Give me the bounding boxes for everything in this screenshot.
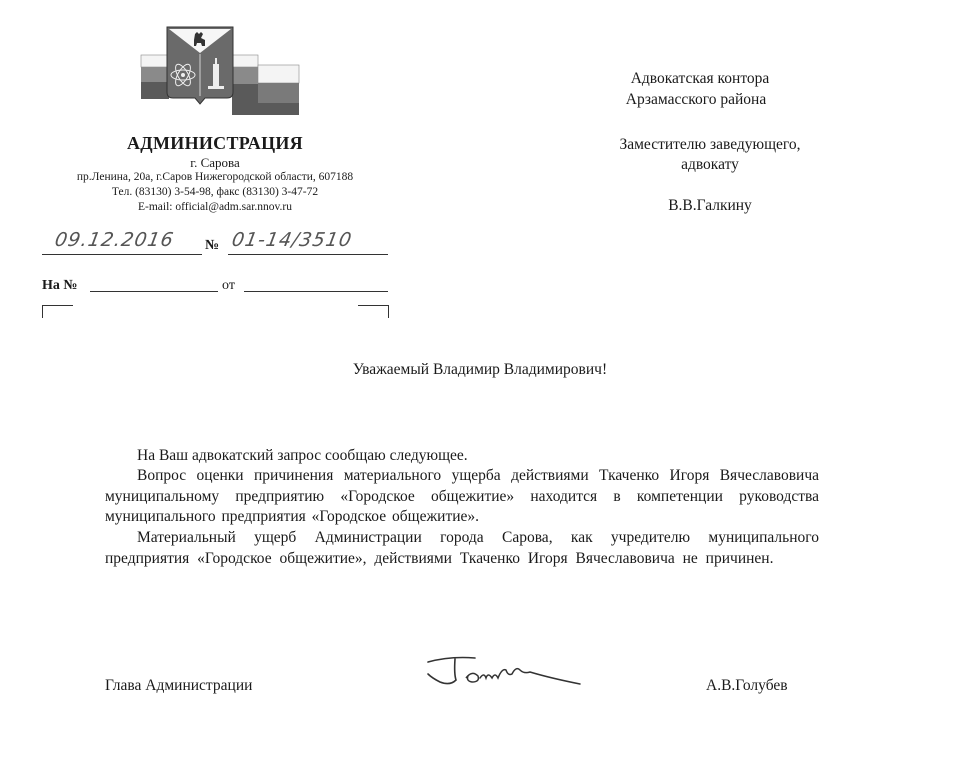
addressee-org-line-2: Арзамасского района — [625, 91, 767, 108]
date-underline — [42, 254, 202, 255]
address-corner-right — [358, 305, 389, 318]
org-city: г. Сарова — [190, 155, 240, 170]
outgoing-date: 09.12.2016 — [53, 229, 176, 251]
handwritten-signature-icon — [420, 648, 600, 698]
addressee-position-line-2: адвокату — [681, 156, 739, 173]
outgoing-number: 01-14/3510 — [230, 229, 354, 251]
reply-to-number-field — [90, 291, 218, 292]
org-address: пр.Ленина, 20а, г.Саров Нижегородской области, 607188 — [76, 171, 354, 183]
from-date-field — [244, 291, 388, 292]
body-paragraph: На Ваш адвокатский запрос сообщаю следующее. — [137, 447, 468, 464]
number-label: № — [205, 238, 220, 253]
reply-to-label: На № — [42, 278, 78, 293]
coat-of-arms-icon — [135, 10, 335, 115]
org-email: E-mail: official@adm.sar.nnov.ru — [138, 201, 292, 213]
addressee-org-line-1: Адвокатская контора — [630, 70, 770, 87]
org-title: АДМИНИСТРАЦИЯ — [127, 133, 303, 153]
signatory-position: Глава Администрации — [105, 677, 253, 694]
signatory-name: А.В.Голубев — [706, 677, 788, 694]
from-label: от — [222, 278, 235, 293]
addressee-position-line-1: Заместителю заведующего, — [619, 136, 801, 153]
greeting: Уважаемый Владимир Владимирович! — [352, 361, 608, 378]
body-paragraph: Материальный ущерб Администрации города Сарова, как учредителю муниципального предприятия «Городское общежитие», действиями Ткаченко Игоря Вячеславовича не причинен. — [105, 529, 819, 567]
body-paragraph: Вопрос оценки причинения материального ущерба действиями Ткаченко Игоря Вячеславовича муниципальному предприятию «Городское общежитие» находится в компетенции руководства муниципального предприятия «Городское общежитие». — [105, 467, 819, 525]
addressee-name: В.В.Галкину — [668, 197, 752, 214]
address-corner-left — [42, 305, 73, 318]
number-underline — [228, 254, 388, 255]
org-phone: Тел. (83130) 3-54-98, факс (83130) 3-47-72 — [111, 186, 319, 198]
